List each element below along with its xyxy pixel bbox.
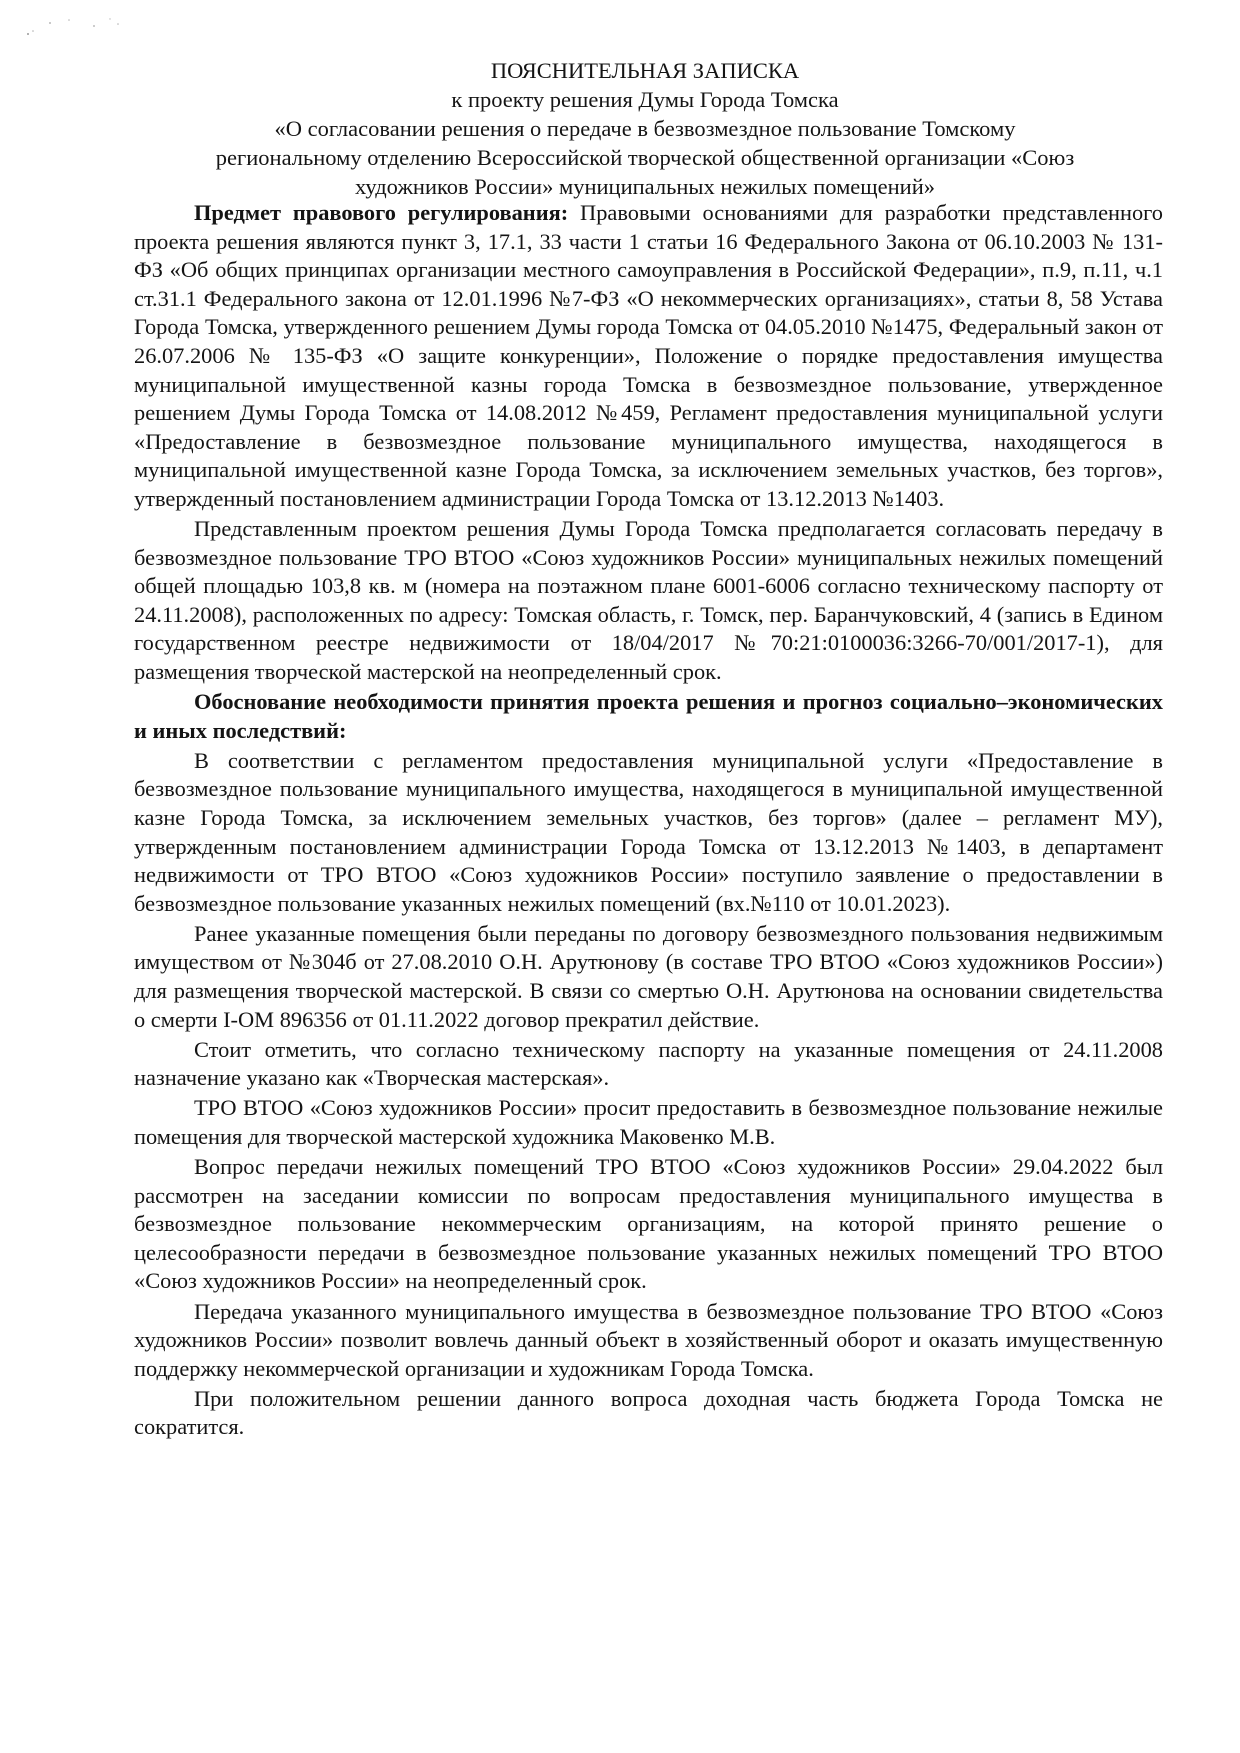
section-lead: Предмет правового регулирования [194, 200, 561, 225]
subtitle-line: к проекту решения Думы Города Томска [451, 87, 839, 112]
scan-artifact [22, 14, 132, 44]
paragraph-text: Правовыми основаниями для разработки представленного проекта решения являются пункт 3, 17.1, 33 части 1 статьи 16 Федерального Закона от 06.10.2003 № 131-ФЗ «Об общих принципах организации местного самоуправления в Российской Федерации», п.9, п.11, ч.1 ст.31.1 Федерального закона от 12.01.1996 №7-ФЗ «О некоммерческих организациях», статьи 8, 58 Устава Города Томска, утвержденного решением Думы города Томска от 04.05.2010 №1475, Федеральный закон от 26.07.2006 № 135-ФЗ «О защите конкуренции», Положение о порядке предоставления имущества муниципальной имущественной казны города Томска в безвозмездное пользование, утвержденное решением Думы Города Томска от 14.08.2012 №459, Регламент предоставления муниципальной услуги «Предоставление в безвозмездное пользование муниципального имущества, находящегося в муниципальной имущественной казне Города Томска, за исключением земельных участков, без торгов», утвержденный постановлением администрации Города Томска от 13.12.2013 №1403. [134, 200, 1163, 511]
paragraph-proposal: Представленным проектом решения Думы Города Томска предполагается согласовать передачу в безвозмездное пользование ТРО ВТОО «Союз художников России» муниципальных нежилых помещений общей площадью 103,8 кв. м (номера на поэтажном плане 6001-6006 согласно техническому паспорту от 24.11.2008), расположенных по адресу: Томская область, г. Томск, пер. Баранчуковский, 4 (запись в Едином государственном реестре недвижимости от 18/04/2017 №70:21:0100036:3266-70/001/2017-1), для размещения творческой мастерской на неопределенный срок. [134, 516, 1163, 684]
section-lead-colon: : [560, 200, 569, 225]
paragraph: Вопрос передачи нежилых помещений ТРО ВТОО «Союз художников России» 29.04.2022 был рассмотрен на заседании комиссии по вопросам предоставления муниципального имущества в безвозмездное пользование некоммерческим организациям, на которой принято решение о целесообразности передачи в безвозмездное пользование указанных нежилых помещений ТРО ВТОО «Союз художников России» на неопределенный срок. [134, 1154, 1163, 1294]
paragraph: Передача указанного муниципального имущества в безвозмездное пользование ТРО ВТОО «Союз художников России» позволит вовлечь данный объект в хозяйственный оборот и оказать имущественную поддержку некоммерческой организации и художникам Города Томска. [134, 1298, 1163, 1381]
subtitle-line: художников России» муниципальных нежилых помещений» [355, 174, 935, 199]
section-heading: Обоснование необходимости принятия проекта решения и прогноз социально–экономических и иных последствий: [134, 689, 1163, 743]
subtitle-line: «О согласовании решения о передаче в безвозмездное пользование Томскому [274, 116, 1016, 141]
document-title: ПОЯСНИТЕЛЬНАЯ ЗАПИСКА [490, 58, 800, 83]
document-header [150, 56, 1140, 201]
paragraph: Стоит отметить, что согласно техническому паспорту на указанные помещения от 24.11.2008 назначение указано как «Творческая мастерская». [134, 1036, 1163, 1091]
paragraph: В соответствии с регламентом предоставления муниципальной услуги «Предоставление в безвозмездное пользование муниципального имущества, находящегося в муниципальной имущественной казне Города Томска, за исключением земельных участков, без торгов» (далее – регламент МУ), утвержденным постановлением администрации Города Томска от 13.12.2013 №1403, в департамент недвижимости от ТРО ВТОО «Союз художников России» поступило заявление о предоставлении в безвозмездное пользование указанных нежилых помещений (вх.№110 от 10.01.2023). [134, 747, 1163, 916]
subtitle-line: региональному отделению Всероссийской творческой общественной организации «Союз [215, 145, 1075, 170]
paragraph-legal-basis [134, 199, 1163, 514]
paragraph: Ранее указанные помещения были переданы по договору безвозмездного пользования недвижимым имуществом от №304б от 27.08.2010 О.Н. Арутюнову (в составе ТРО ВТОО «Союз художников России») для размещения творческой мастерской. В связи со смертью О.Н. Арутюнова на основании свидетельства о смерти I-ОМ 896356 от 01.11.2022 договор прекратил действие. [134, 920, 1163, 1032]
document-body [134, 199, 1163, 1444]
paragraph: ТРО ВТОО «Союз художников России» просит предоставить в безвозмездное пользование нежилые помещения для творческой мастерской художника Маковенко М.В. [134, 1095, 1163, 1149]
paragraph: При положительном решении данного вопроса доходная часть бюджета Города Томска не сократится. [134, 1385, 1163, 1440]
